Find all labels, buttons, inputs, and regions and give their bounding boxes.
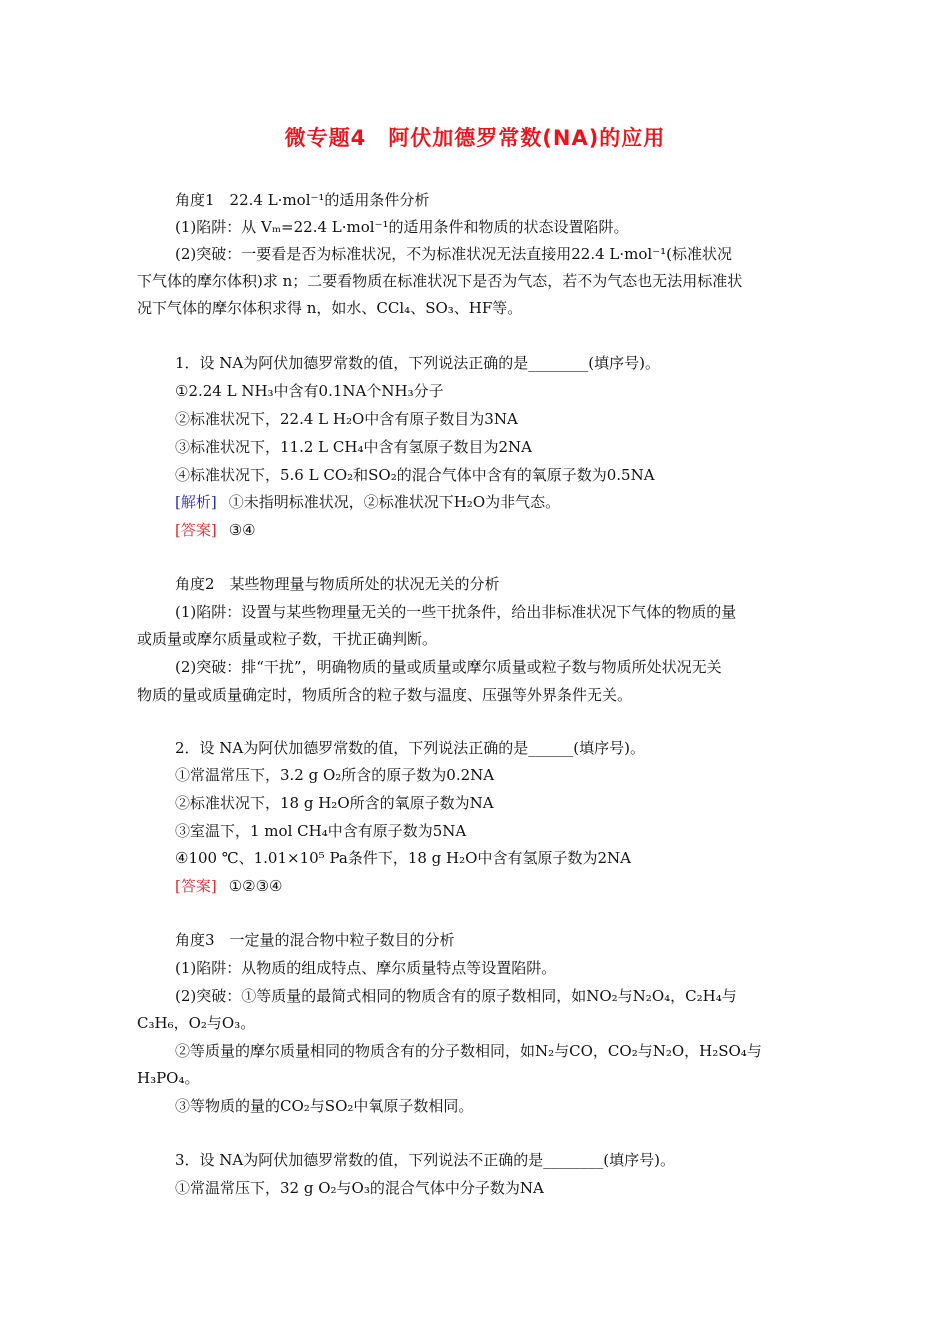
option-line: ②标准状况下，18 g H₂O所含的氧原子数为NA [175,794,494,812]
paragraph-line: (2)突破：①等质量的最简式相同的物质含有的原子数相同，如NO₂与N₂O₄，C₂H₄与 [175,987,737,1005]
paragraph-line: ②等质量的摩尔质量相同的物质含有的分子数相同，如N₂与CO，CO₂与N₂O，H₂SO₄与 [175,1042,762,1060]
answer-tag: [答案] [175,877,217,895]
section-heading: 角度1 22.4 L·mol⁻¹的适用条件分析 [175,191,430,209]
paragraph-line: (2)突破：排“干扰”，明确物质的量或质量或摩尔质量或粒子数与物质所处状况无关 [175,658,722,676]
analysis-text: ①未指明标准状况，②标准状况下H₂O为非气态。 [228,493,561,511]
option-line: ④标准状况下，5.6 L CO₂和SO₂的混合气体中含有的氧原子数为0.5NA [175,466,655,484]
option-line: ③室温下，1 mol CH₄中含有原子数为5NA [175,822,467,840]
option-line: ①常温常压下，32 g O₂与O₃的混合气体中分子数为NA [175,1179,544,1197]
section-heading: 角度3 一定量的混合物中粒子数目的分析 [175,931,455,949]
analysis-line [175,492,560,512]
paragraph-line: (1)陷阱：从物质的组成特点、摩尔质量特点等设置陷阱。 [175,959,557,977]
paragraph-line: (1)陷阱：从 Vₘ=22.4 L·mol⁻¹的适用条件和物质的状态设置陷阱。 [175,218,629,236]
paragraph-line: 或质量或摩尔质量或粒子数，干扰正确判断。 [137,630,438,648]
question-stem: 3．设 NA为阿伏加德罗常数的值，下列说法不正确的是________(填序号)。 [175,1151,675,1169]
analysis-tag: [解析] [175,493,217,511]
paragraph-line: C₃H₆，O₂与O₃。 [137,1014,256,1032]
answer-text: ①②③④ [228,877,283,895]
paragraph-line: 下气体的摩尔体积)求 n；二要看物质在标准状况下是否为气态，若不为气态也无法用标准状 [137,272,743,290]
option-line: ②标准状况下，22.4 L H₂O中含有原子数目为3NA [175,410,518,428]
question-stem: 1．设 NA为阿伏加德罗常数的值，下列说法正确的是________(填序号)。 [175,354,660,372]
section-heading: 角度2 某些物理量与物质所处的状况无关的分析 [175,575,500,593]
option-line: ③标准状况下，11.2 L CH₄中含有氢原子数目为2NA [175,438,532,456]
answer-tag: [答案] [175,521,217,539]
answer-text: ③④ [228,521,256,539]
paragraph-line: ③等物质的量的CO₂与SO₂中氧原子数相同。 [175,1097,474,1115]
answer-line [175,520,256,540]
option-line: ④100 ℃、1.01×10⁵ Pa条件下，18 g H₂O中含有氢原子数为2NA [175,849,631,867]
option-line: ①常温常压下，3.2 g O₂所含的原子数为0.2NA [175,766,495,784]
paragraph-line: 况下气体的摩尔体积求得 n，如水、CCl₄、SO₃、HF等。 [137,299,523,317]
option-line: ①2.24 L NH₃中含有0.1NA个NH₃分子 [175,382,444,400]
answer-line [175,876,283,896]
question-stem: 2．设 NA为阿伏加德罗常数的值，下列说法正确的是______(填序号)。 [175,739,645,757]
paragraph-line: 物质的量或质量确定时，物质所含的粒子数与温度、压强等外界条件无关。 [137,686,633,704]
paragraph-line: (2)突破：一要看是否为标准状况，不为标准状况无法直接用22.4 L·mol⁻¹(标准状况 [175,245,732,263]
paragraph-line: (1)陷阱：设置与某些物理量无关的一些干扰条件，给出非标准状况下气体的物质的量 [175,603,737,621]
page-title: 微专题4 阿伏加德罗常数(NA)的应用 [284,126,666,150]
paragraph-line: H₃PO₄。 [137,1069,200,1087]
